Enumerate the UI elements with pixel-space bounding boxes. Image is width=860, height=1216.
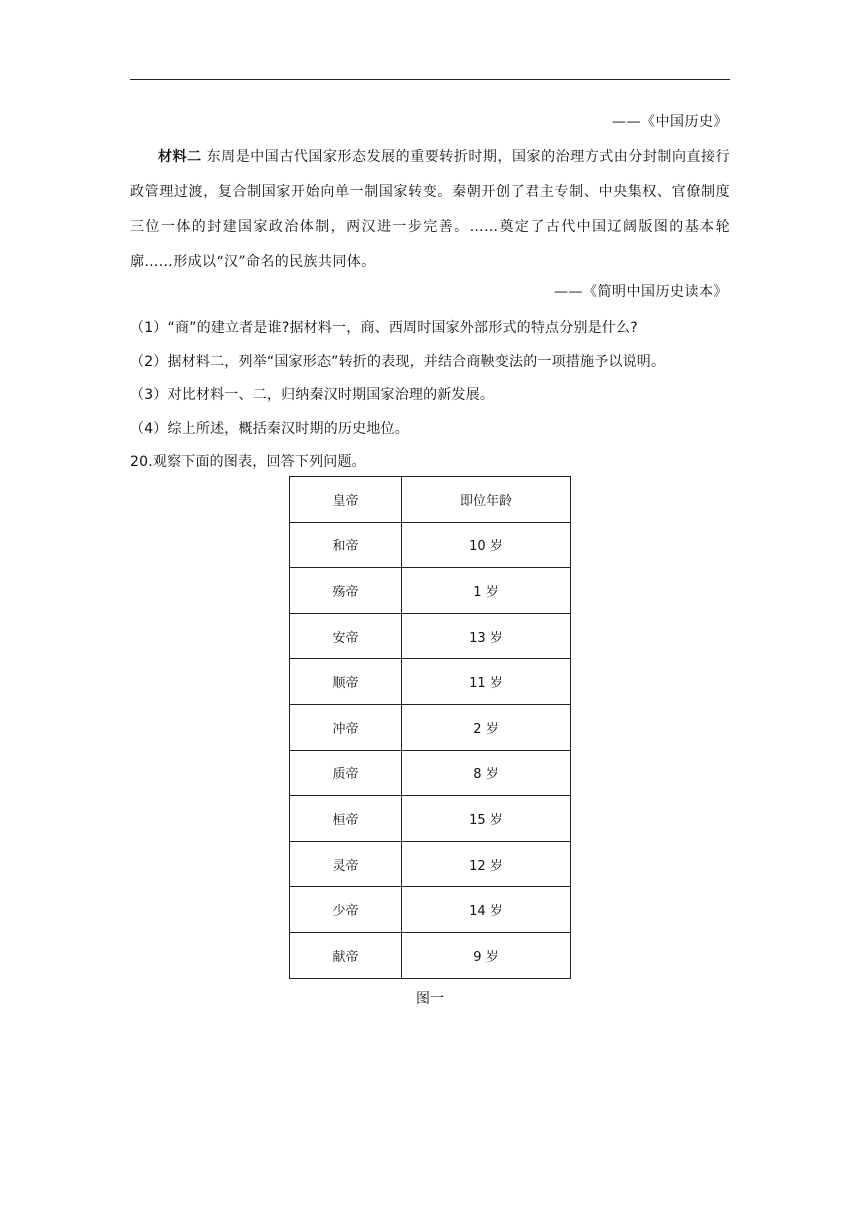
table-row — [290, 932, 571, 978]
age-cell: 11 岁 — [402, 659, 571, 705]
age-cell: 8 岁 — [402, 750, 571, 796]
table-header-row — [290, 477, 571, 523]
material-2-label: 材料二 — [158, 149, 202, 165]
source-citation-2: ——《简明中国历史读本》 — [554, 284, 728, 300]
age-cell: 1 岁 — [402, 568, 571, 614]
table-row — [290, 522, 571, 568]
emperor-cell: 安帝 — [290, 613, 402, 659]
question-20-prompt: 20.观察下面的图表，回答下列问题。 — [130, 454, 366, 470]
emperor-age-table — [289, 476, 571, 979]
table-row — [290, 613, 571, 659]
material-2-line-4: 本轮廓……形成以“汉”命名的民族共同体。 — [130, 219, 730, 270]
table-row — [290, 887, 571, 933]
header-emperor: 皇帝 — [290, 477, 402, 523]
figure-caption: 图一 — [416, 991, 444, 1007]
table-row — [290, 568, 571, 614]
table-row — [290, 750, 571, 796]
emperor-cell: 和帝 — [290, 522, 402, 568]
table-row — [290, 841, 571, 887]
emperor-cell: 献帝 — [290, 932, 402, 978]
table-row — [290, 796, 571, 842]
table-row — [290, 704, 571, 750]
question-4: （4）综上所述，概括秦汉时期的历史地位。 — [130, 421, 409, 437]
age-cell: 9 岁 — [402, 932, 571, 978]
material-2-line-3: 僚制度三位一体的封建国家政治体制，两汉进一步完善。……奠定了古代中国辽阔版图的基 — [130, 184, 730, 235]
emperor-cell: 桓帝 — [290, 796, 402, 842]
emperor-cell: 殇帝 — [290, 568, 402, 614]
age-cell: 14 岁 — [402, 887, 571, 933]
header-rule — [130, 79, 730, 80]
age-cell: 10 岁 — [402, 522, 571, 568]
age-cell: 12 岁 — [402, 841, 571, 887]
source-citation-1: ——《中国历史》 — [612, 114, 728, 130]
emperor-cell: 冲帝 — [290, 704, 402, 750]
emperor-cell: 顺帝 — [290, 659, 402, 705]
emperor-cell: 灵帝 — [290, 841, 402, 887]
table-row — [290, 659, 571, 705]
question-3: （3）对比材料一、二，归纳秦汉时期国家治理的新发展。 — [130, 387, 495, 403]
emperor-cell: 质帝 — [290, 750, 402, 796]
question-2: （2）据材料二，列举“国家形态”转折的表现，并结合商鞅变法的一项措施予以说明。 — [130, 354, 666, 370]
material-2-line-2: 接行政管理过渡，复合制国家开始向单一制国家转变。秦朝开创了君主专制、中央集权、官 — [130, 149, 730, 200]
material-2-line-1: 东周是中国古代国家形态发展的重要转折时期，国家的治理方式由分封制向直 — [206, 149, 702, 165]
question-1: （1）“商”的建立者是谁?据材料一，商、西周时国家外部形式的特点分别是什么? — [130, 320, 638, 336]
age-cell: 13 岁 — [402, 613, 571, 659]
material-2-paragraph — [130, 140, 730, 280]
age-cell: 2 岁 — [402, 704, 571, 750]
header-age: 即位年龄 — [402, 477, 571, 523]
age-cell: 15 岁 — [402, 796, 571, 842]
emperor-cell: 少帝 — [290, 887, 402, 933]
